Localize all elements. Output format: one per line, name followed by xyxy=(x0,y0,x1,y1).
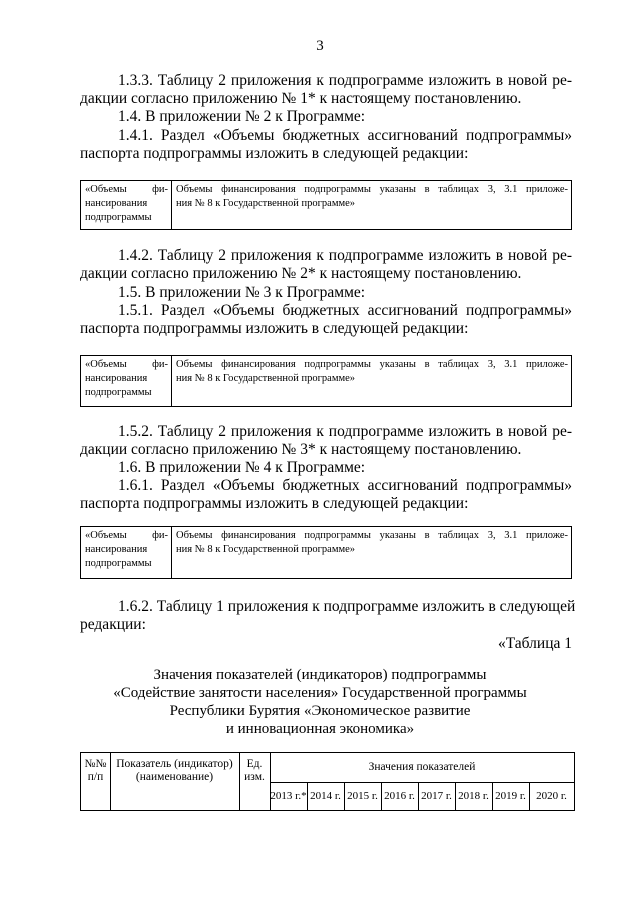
passport-table-2 xyxy=(80,355,572,407)
paragraph-1-3-3-cont: дакции согласно приложению № 1* к настоящему постановлению. xyxy=(80,90,522,107)
table-title-line: Значения показателей (индикаторов) подпрограммы xyxy=(153,667,487,683)
value-line: Объемы финансирования подпрограммы указаны в таблицах 3, 3.1 приложе- xyxy=(176,359,568,370)
paragraph-1-4-2-cont: дакции согласно приложению № 2* к настоящему постановлению. xyxy=(80,265,522,282)
paragraph-1-6-1-cont: паспорта подпрограммы изложить в следующей редакции: xyxy=(80,495,469,512)
passport-table-3 xyxy=(80,526,572,579)
value-line: Объемы финансирования подпрограммы указаны в таблицах 3, 3.1 приложе- xyxy=(176,184,568,195)
paragraph-1-3-3: 1.3.3. Таблицу 2 приложения к подпрограмме изложить в новой ре- xyxy=(118,72,572,89)
passport-table-label-cell xyxy=(81,356,172,406)
label-line: нансирования xyxy=(85,544,148,555)
label-word: «Объемы xyxy=(85,359,127,370)
value-line: ния № 8 к Государственной программе» xyxy=(176,373,356,384)
page-number: 3 xyxy=(316,38,324,54)
label-word: «Объемы xyxy=(85,530,127,541)
year-header: 2014 г. xyxy=(310,790,341,802)
paragraph-1-5: 1.5. В приложении № 3 к Программе: xyxy=(118,284,366,301)
indicators-table xyxy=(80,752,575,811)
table-title-line: «Содействие занятости населения» Государственной программы xyxy=(113,685,527,701)
paragraph-1-5-2-cont: дакции согласно приложению № 3* к настоящему постановлению. xyxy=(80,441,522,458)
paragraph-1-5-2: 1.5.2. Таблицу 2 приложения к подпрограмме изложить в новой ре- xyxy=(118,423,572,440)
paragraph-1-4: 1.4. В приложении № 2 к Программе: xyxy=(118,108,366,125)
paragraph-1-4-1-cont: паспорта подпрограммы изложить в следующей редакции: xyxy=(80,145,469,162)
column-header-values: Значения показателей xyxy=(368,761,476,773)
value-line: ния № 8 к Государственной программе» xyxy=(176,198,356,209)
passport-table-label-cell xyxy=(81,527,172,578)
value-line: ния № 8 к Государственной программе» xyxy=(176,544,356,555)
label-line: подпрограммы xyxy=(85,558,152,569)
year-header: 2018 г. xyxy=(458,790,489,802)
table-caption: «Таблица 1 xyxy=(497,635,572,652)
table-title-line: Республики Бурятия «Экономическое развитие xyxy=(169,703,471,719)
year-header: 2016 г. xyxy=(384,790,415,802)
paragraph-1-4-2: 1.4.2. Таблицу 2 приложения к подпрограмме изложить в новой ре- xyxy=(118,247,572,264)
table-title-line: и инновационная экономика» xyxy=(225,721,415,737)
passport-table-value-cell xyxy=(173,181,571,211)
year-header: 2013 г.* xyxy=(270,790,307,802)
year-header: 2020 г. xyxy=(536,790,567,802)
label-word: фи- xyxy=(152,184,168,195)
year-header: 2015 г. xyxy=(347,790,378,802)
label-line: подпрограммы xyxy=(85,212,152,223)
passport-table-label-cell xyxy=(81,181,172,229)
year-header: 2017 г. xyxy=(421,790,452,802)
value-line: Объемы финансирования подпрограммы указаны в таблицах 3, 3.1 приложе- xyxy=(176,530,568,541)
paragraph-1-6-2-cont: редакции: xyxy=(80,616,146,633)
paragraph-1-5-1-cont: паспорта подпрограммы изложить в следующей редакции: xyxy=(80,320,469,337)
column-header-unit: Ед. изм. xyxy=(244,758,265,783)
paragraph-1-5-1: 1.5.1. Раздел «Объемы бюджетных ассигнований подпрограммы» xyxy=(118,302,572,319)
paragraph-1-4-1: 1.4.1. Раздел «Объемы бюджетных ассигнований подпрограммы» xyxy=(118,127,572,144)
label-line: подпрограммы xyxy=(85,387,152,398)
passport-table-value-cell xyxy=(173,356,571,386)
paragraph-1-6: 1.6. В приложении № 4 к Программе: xyxy=(118,459,366,476)
label-line: нансирования xyxy=(85,373,148,384)
year-header: 2019 г. xyxy=(495,790,526,802)
label-line: нансирования xyxy=(85,198,148,209)
label-word: фи- xyxy=(152,530,168,541)
passport-table-1 xyxy=(80,180,572,230)
paragraph-1-6-2: 1.6.2. Таблицу 1 приложения к подпрограмме изложить в следующей xyxy=(118,598,576,615)
column-header-number: №№ п/п xyxy=(84,758,107,783)
label-word: «Объемы xyxy=(85,184,127,195)
paragraph-1-6-1: 1.6.1. Раздел «Объемы бюджетных ассигнований подпрограммы» xyxy=(118,477,572,494)
label-word: фи- xyxy=(152,359,168,370)
passport-table-value-cell xyxy=(173,527,571,557)
column-header-indicator: Показатель (индикатор) (наименование) xyxy=(116,758,233,783)
